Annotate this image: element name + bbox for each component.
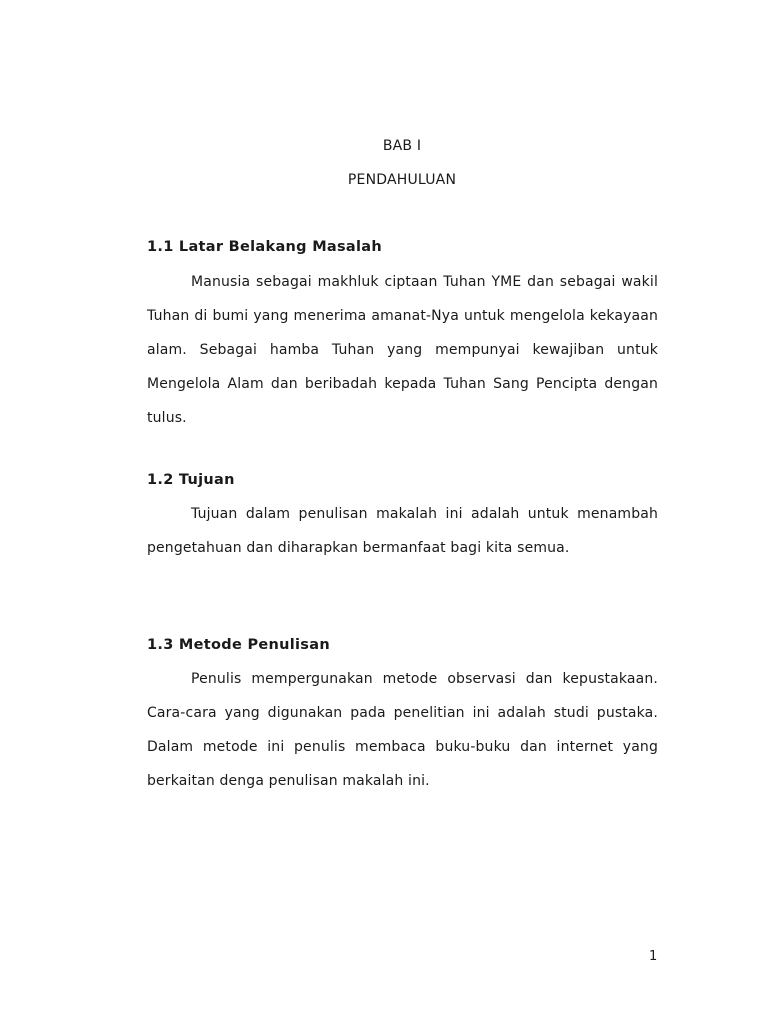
chapter-title: PENDAHULUAN (347, 172, 457, 188)
section-paragraph-tujuan: Tujuan dalam penulisan makalah ini adalah untuk menambah pengetahuan dan diharapkan bermanfaat bagi kita semua. (147, 506, 658, 556)
section-paragraph-metode-penulisan: Penulis mempergunakan metode observasi dan kepustakaan. Cara-cara yang digunakan pada penelitian ini adalah studi pustaka. Dalam metode ini penulis membaca buku-buku dan internet yang berkaitan denga penulisan makalah ini. (147, 671, 658, 789)
page-number: 1 (649, 949, 658, 964)
section-heading-latar-belakang: 1.1 Latar Belakang Masalah (147, 239, 382, 255)
chapter-number: BAB I (382, 138, 422, 154)
section-heading-tujuan: 1.2 Tujuan (147, 472, 235, 488)
section-paragraph-latar-belakang: Manusia sebagai makhluk ciptaan Tuhan YME dan sebagai wakil Tuhan di bumi yang menerima amanat-Nya untuk mengelola kekayaan alam. Sebagai hamba Tuhan yang mempunyai kewajiban untuk Mengelola Alam dan beribadah kepada Tuhan Sang Pencipta dengan tulus. (147, 274, 658, 426)
section-heading-metode-penulisan: 1.3 Metode Penulisan (147, 637, 330, 653)
